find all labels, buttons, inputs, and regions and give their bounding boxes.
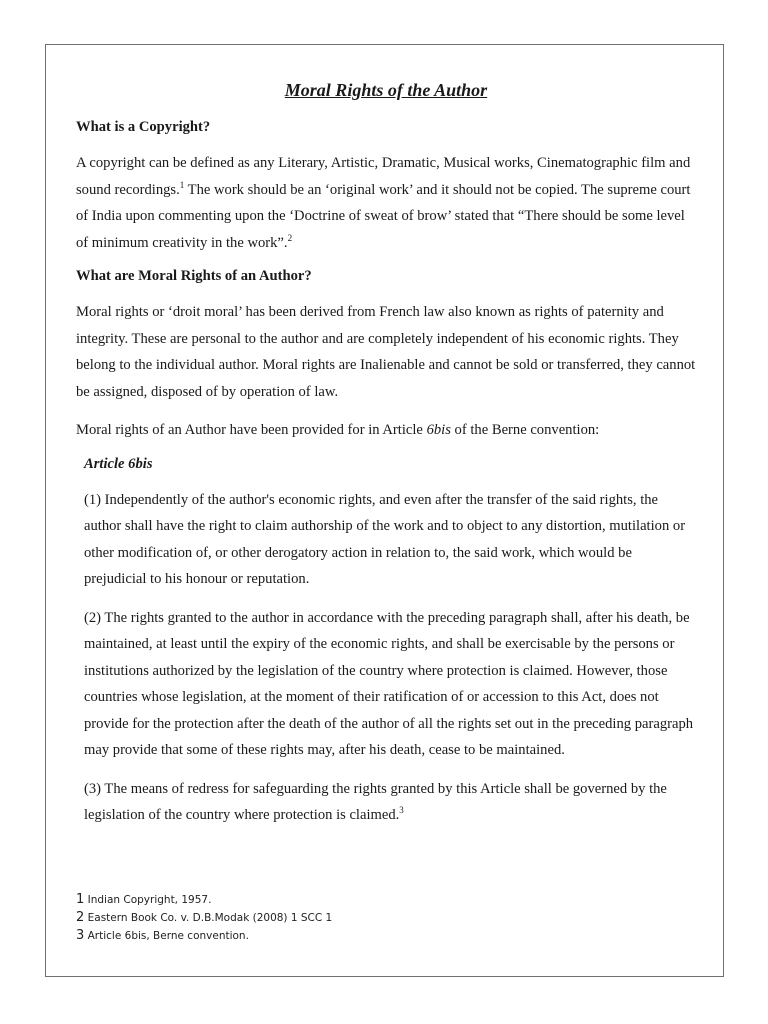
article-title: Article 6bis — [84, 455, 153, 472]
berne-paragraph — [76, 417, 696, 444]
footnote-number: 1 — [76, 892, 85, 907]
footnote-number: 3 — [76, 928, 85, 943]
footnote-text: Eastern Book Co. v. D.B.Modak (2008) 1 SCC 1 — [84, 912, 333, 924]
footnote-3 — [76, 927, 332, 945]
document-body — [76, 74, 696, 841]
article-clause-1: (1) Independently of the author's economic rights, and even after the transfer of the said rights, the author shall have the right to claim authorship of the work and to object to any distortion, mutilation or other modification of, or other derogatory action in relation to, the said work, which would be prejudicial to his honour or reputation. — [84, 491, 686, 587]
footnotes — [76, 891, 332, 945]
article-clause-2: (2) The rights granted to the author in accordance with the preceding paragraph shall, after his death, be maintained, at least until the expiry of the economic rights, and shall be exercisable by the persons or institutions authorized by the legislation of the country where protection is claimed. However, those countries whose legislation, at the moment of their ratification of or accession to this Act, does not provide for the protection after the death of the author of all the rights set out in the preceding paragraph may provide that some of these rights may, after his death, cease to be maintained. — [84, 609, 694, 758]
footnote-text: Article 6bis, Berne convention. — [84, 930, 249, 942]
footnote-1 — [76, 891, 332, 909]
copyright-text-2: The work should be an ‘original work’ and it should not be copied. The supreme court of India upon commenting upon the ‘Doctrine of sweat of brow’ stated that “There should be some level of minimum creativity in the work”. — [76, 181, 691, 251]
document-title: Moral Rights of the Author — [284, 80, 488, 100]
moral-rights-paragraph: Moral rights or ‘droit moral’ has been derived from French law also known as rights of paternity and integrity. These are personal to the author and are completely independent of his economic rights. They belong to the individual author. Moral rights are Inalienable and cannot be sold or transferred, they cannot be assigned, disposed of by operation of law. — [76, 304, 696, 400]
footnote-ref-3: 3 — [399, 805, 404, 816]
footnote-text: Indian Copyright, 1957. — [84, 894, 212, 906]
footnote-ref-1: 1 — [179, 179, 185, 190]
footnote-ref-2: 2 — [287, 232, 293, 243]
berne-text-pre: Moral rights of an Author have been provided for in Article — [76, 422, 427, 438]
copyright-paragraph — [76, 150, 696, 256]
article-clause-3-text: (3) The means of redress for safeguarding the rights granted by this Article shall be governed by the legislation of the country where protection is claimed. — [84, 780, 667, 823]
copyright-heading: What is a Copyright? — [76, 119, 211, 135]
footnote-number: 2 — [76, 910, 85, 925]
article-clause-3 — [76, 776, 696, 829]
berne-text-post: of the Berne convention: — [450, 422, 600, 438]
berne-text-em: 6bis — [426, 422, 451, 438]
footnote-2 — [76, 909, 332, 927]
moral-rights-heading: What are Moral Rights of an Author? — [76, 268, 312, 284]
copyright-text-1: A copyright can be defined as any Literary, Artistic, Dramatic, Musical works, Cinematographic film and sound recordings. — [76, 155, 691, 198]
